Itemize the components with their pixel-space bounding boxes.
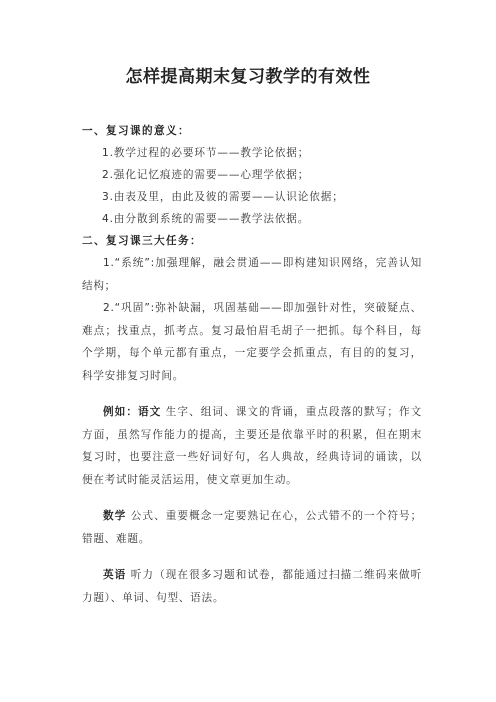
task-item-2: 2.“巩固”:弥补缺漏，巩固基础——即加强针对性，突破疑点、难点；找重点，抓考点。复习最怕眉毛胡子一把抓。每个科目，每个学期，每个单元都有重点，一定要学会抓重点，有目的的复习，科学安排复习时间。 — [82, 302, 422, 382]
example-math-paragraph — [82, 505, 422, 550]
english-text: 听力（现在很多习题和试卷，都能通过扫描二维码来做听力题）、单词、句型、语法。 — [82, 569, 422, 604]
subject-chinese: 语文 — [138, 406, 162, 418]
subject-math: 数学 — [103, 510, 127, 522]
significance-item-4: 4.由分散到系统的需要——教学法依据。 — [102, 213, 310, 225]
example-prefix: 例如： — [103, 406, 138, 418]
section-heading-tasks: 二、复习课三大任务： — [82, 235, 202, 247]
significance-item-1: 1.教学过程的必要环节——教学论依据； — [102, 147, 310, 159]
math-text: 公式、重要概念一定要熟记在心，公式错不的一个符号；错题、难题。 — [82, 510, 422, 545]
document-title: 怎样提高期末复习教学的有效性 — [125, 67, 371, 87]
significance-item-3: 3.由表及里，由此及彼的需要——认识论依据； — [102, 191, 344, 203]
section-heading-significance: 一、复习课的意义： — [82, 125, 190, 137]
significance-item-2: 2.强化记忆痕迹的需要——心理学依据； — [102, 169, 310, 181]
example-chinese-paragraph — [82, 401, 422, 491]
example-english-paragraph — [82, 564, 422, 609]
document-body — [82, 120, 422, 609]
chinese-text: 生字、组词、课文的背诵，重点段落的默写；作文方面，虽然写作能力的提高，主要还是依靠平时的积累，但在期末复习时，也要注意一些好词好句，名人典故，经典诗词的诵读，以便在考试时能灵活运用，使文章更加生动。 — [82, 406, 423, 486]
task-item-1: 1.“系统”:加强理解，融会贯通——即构建知识网络，完善认知结构； — [82, 257, 422, 292]
subject-english: 英语 — [103, 569, 127, 581]
